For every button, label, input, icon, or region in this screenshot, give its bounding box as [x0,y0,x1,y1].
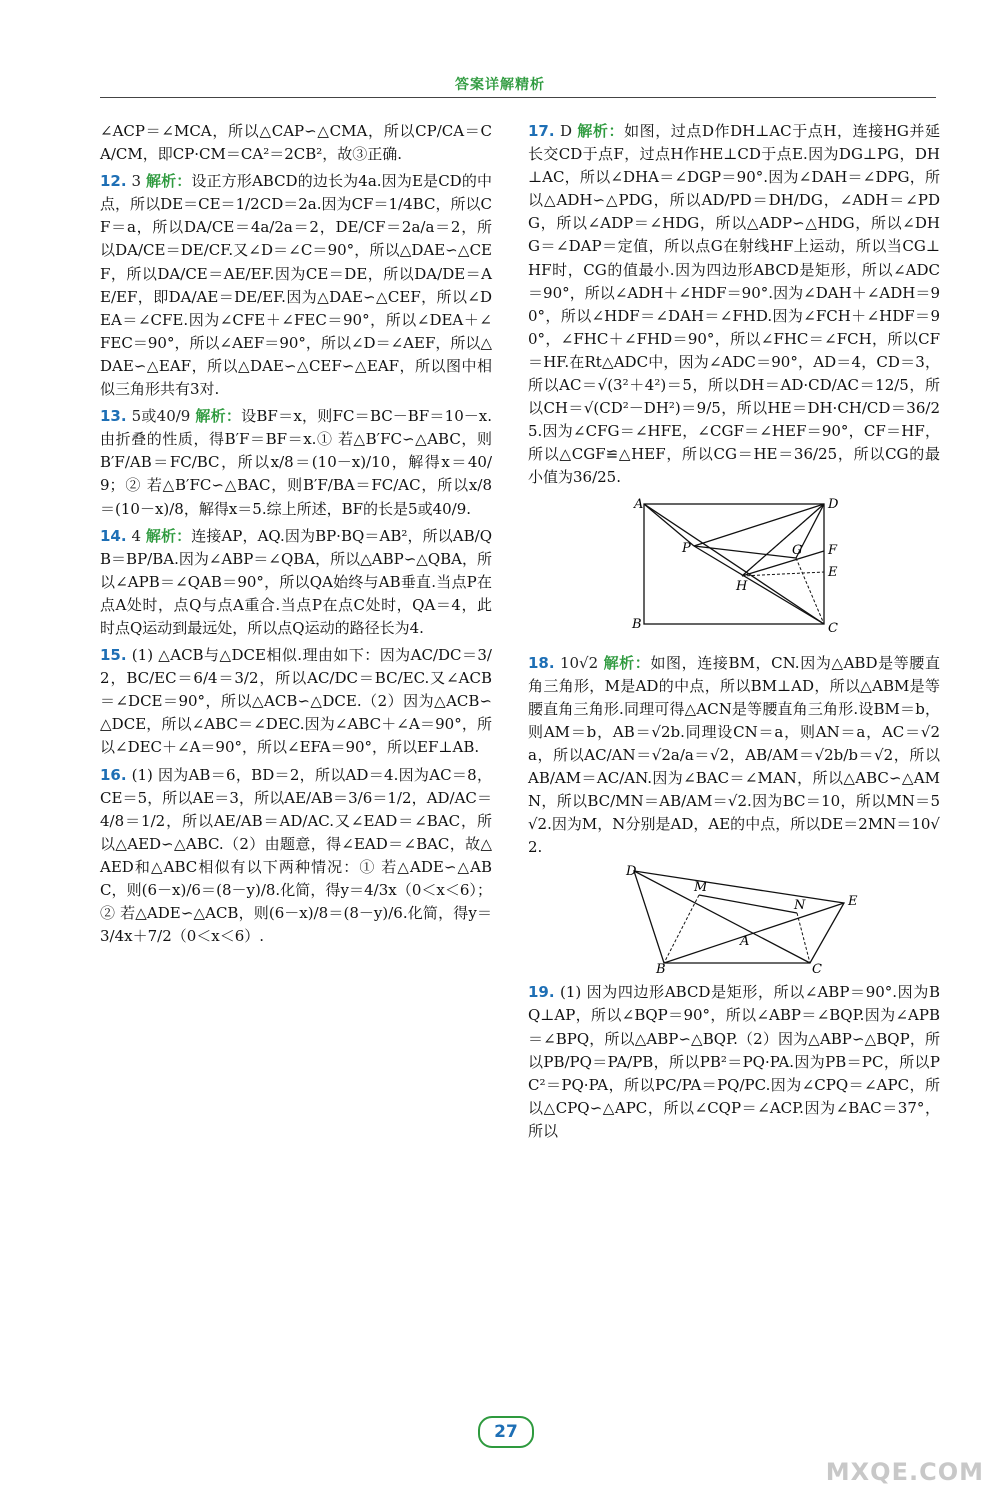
item-number: 16. [100,765,127,784]
label-h: H [736,578,748,594]
right-column [528,120,940,1147]
item-number: 13. [100,407,127,426]
item-text: ∠ACP＝∠MCA，所以△CAP∽△CMA，所以CP/CA＝CA/CM，即CP·CM＝CA²＝2CB²，故③正确. [100,122,492,164]
label-g: G [792,542,803,558]
header-title: 答案详解精析 [455,77,545,93]
label-a: A [740,934,750,950]
page-header [0,0,1000,100]
item-answer: 5或40/9 [131,407,191,426]
item-keyword: 解析： [145,526,192,545]
label-d: D [626,865,637,880]
item-text: 设BF＝x，则FC＝BC－BF＝10－x.由折叠的性质，得B′F＝BF＝x.① 若△B′FC∽△ABC，则B′F/AB＝FC/BC，所以x/8＝(10－x)/10，解得x＝40/9；② 若△B′FC∽△BAC，则B′F/BA＝FC/AC，所以x/8＝(10－x)/8，解得x＝5.综上所述，BF的长是5或40/9. [100,407,492,518]
label-c: C [828,620,838,636]
watermark-text: MXQE.COM [825,1458,984,1486]
answer-item-12 [100,170,492,401]
figure-18-triangle-diagram [604,865,864,975]
header-divider [100,97,936,98]
item-answer: 4 [131,526,142,545]
item-text: (1) △ACB与△DCE相似.理由如下：因为AC/DC＝3/2，BC/EC＝6/4＝3/2，所以AC/DC＝BC/EC.又∠ACB＝∠DCE＝90°，所以△ACB∽△DCE.（2）因为△ACB∽△DCE，所以∠ABC＝∠DEC.因为∠ABC＋∠A＝90°，所以∠DEC＋∠A＝90°，所以∠EFA＝90°，所以EF⊥AB. [100,646,492,757]
watermark-logo [820,1432,990,1488]
item-answer: 10√2 [559,653,599,672]
figure-17-rectangle-diagram [614,496,854,646]
label-b: B [632,616,642,632]
item-answer: 3 [131,172,142,191]
item-number: 18. [528,653,555,672]
label-d: D [828,496,839,512]
label-p: P [682,540,691,556]
item-number: 17. [528,122,555,140]
answer-item-15 [100,644,492,759]
label-f: F [828,542,838,558]
label-a: A [634,496,644,512]
answer-item-13 [100,405,492,520]
item-keyword: 解析： [145,172,192,191]
item-number: 12. [100,172,127,191]
item-text: 如图，连接BM，CN.因为△ABD是等腰直角三角形，M是AD的中点，所以BM⊥AD，所以△ABM是等腰直角三角形.同理可得△ACN是等腰直角三角形.设BM＝b，则AM＝b，AB＝√2b.同理设CN＝a，则AN＝a，AC＝√2a，所以AC/AN＝√2a/a＝√2，AB/AM＝√2b/b＝√2，所以AB/AM＝AC/AN.因为∠BAC＝∠MAN，所以△ABC∽△AMN，所以BC/MN＝AB/AM＝√2.因为BC＝10，所以MN＝5√2.因为M，N分别是AD，AE的中点，所以DE＝2MN＝10√2. [528,653,940,857]
left-column [100,120,492,952]
item-text: 设正方形ABCD的边长为4a.因为E是CD的中点，所以DE＝CE＝1/2CD＝2a.因为CF＝1/4BC，所以CF＝a，所以DA/CE＝4a/2a＝2，DE/CF＝2a/a＝2，所以DA/CE＝DE/CF.又∠D＝∠C＝90°，所以△DAE∽△CEF，所以DA/CE＝AE/EF.因为CE＝DE，所以DA/DE＝AE/EF，即DA/AE＝DE/EF.因为△DAE∽△CEF，所以∠DEA＝∠CFE.因为∠CFE＋∠FEC＝90°，所以∠DEA＋∠FEC＝90°，所以∠AEF＝90°，所以∠D＝∠AEF，所以△DAE∽△EAF，所以△DAE∽△CEF∽△EAF，所以图中相似三角形共有3对. [100,172,492,399]
item-keyword: 解析： [195,407,242,426]
label-e: E [848,894,858,910]
item-keyword: 解析： [577,122,625,140]
item-text: 如图，过点D作DH⊥AC于点H，连接HG并延长交CD于点F，过点H作HE⊥CD于点E.因为DG⊥PG，DH⊥AC，所以∠DHA＝∠DGP＝90°.因为∠DAH＝∠DPG，所以△ADH∽△PDG，所以AD/PD＝DH/DG，∠ADH＝∠PDG，所以∠ADP＝∠HDG，所以△ADP∽△HDG，所以∠DHG＝∠DAP＝定值，所以点G在射线HF上运动，所以当CG⊥HF时，CG的值最小.因为四边形ABCD是矩形，所以∠ADC＝90°，所以∠ADH＋∠HDF＝90°.因为∠DAH＋∠ADH＝90°，所以∠HDF＝∠DAH＝∠FHD.因为∠FCH＋∠HDF＝90°，∠FHC＋∠FHD＝90°，所以∠FHC＝∠FCH，所以CF＝HF.在Rt△ADC中，因为∠ADC＝90°，AD＝4，CD＝3，所以AC＝√(3²＋4²)＝5，所以DH＝AD·CD/AC＝12/5，所以CH＝√(CD²－DH²)＝9/5，所以HE＝DH·CH/CD＝36/25.因为∠CFG＝∠HFE，∠CGF＝∠HEF＝90°，CF＝HF，所以△CGF≌△HEF，所以CG＝HE＝36/25，所以CG的最小值为36/25. [528,122,940,487]
item-number: 14. [100,526,127,545]
answer-item-14 [100,525,492,640]
item-keyword: 解析： [603,653,651,672]
answer-item-16 [100,764,492,949]
label-c: C [812,962,822,976]
page-number: 27 [478,1416,534,1448]
answer-item-17 [528,120,940,490]
label-e: E [828,564,838,580]
item-text: 连接AP，AQ.因为BP·BQ＝AB²，所以AB/QB＝BP/BA.因为∠ABP＝∠QBA，所以△ABP∽△QBA，所以∠APB＝∠QAB＝90°，所以QA始终与AB垂直.当点P在点A处时，点Q与点A重合.当点P在点C处时，QA＝4，此时点Q运动到最远处，所以点Q运动的路径长为4. [100,526,492,637]
item-text: (1) 因为AB＝6，BD＝2，所以AD＝4.因为AC＝8，CE＝5，所以AE＝3，所以AE/AB＝3/6＝1/2，AD/AC＝4/8＝1/2，所以AE/AB＝AD/AC.又∠EAD＝∠BAC，所以△AED∽△ABC.（2）由题意，得∠EAD＝∠BAC，故△AED和△ABC相似有以下两种情况：① 若△ADE∽△ABC，则(6－x)/6＝(8－y)/8.化简，得y＝4/3x（0＜x＜6）；② 若△ADE∽△ACB，则(6－x)/8＝(8－y)/6.化简，得y＝3/4x＋7/2（0＜x＜6）. [100,765,492,946]
item-number: 15. [100,646,127,665]
label-m: M [694,880,708,896]
answer-item-11-cont [100,120,492,166]
item-answer: D [559,122,572,140]
item-text: (1) 因为四边形ABCD是矩形，所以∠ABP＝90°.因为BQ⊥AP，所以∠BQP＝90°，所以∠ABP＝∠BQP.因为∠APB＝∠BPQ，所以△ABP∽△BQP.（2）因为△ABP∽△BQP，所以PB/PQ＝PA/PB，所以PB²＝PQ·PA.因为PB＝PC，所以PC²＝PQ·PA，所以PC/PA＝PQ/PC.因为∠CPQ＝∠APC，所以△CPQ∽△APC，所以∠CQP＝∠ACP.因为∠BAC＝37°，所以 [528,983,940,1140]
label-b: B [656,962,666,976]
answer-item-18 [528,652,940,860]
label-n: N [794,898,806,914]
item-number: 19. [528,983,555,1002]
answer-item-19 [528,981,940,1143]
